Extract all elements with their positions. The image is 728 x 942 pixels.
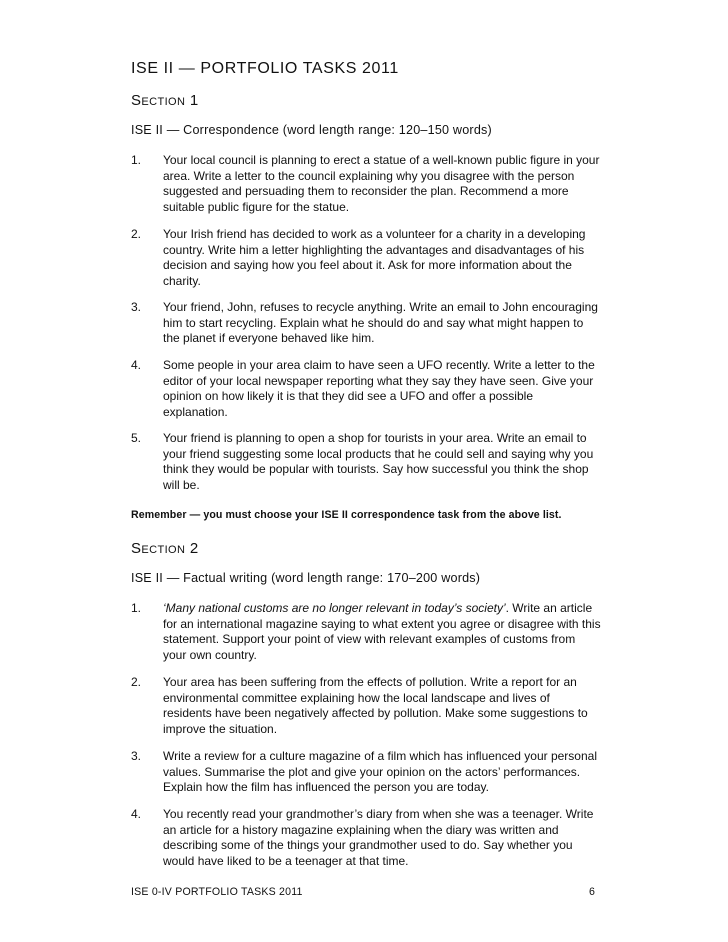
document-title: ISE II — PORTFOLIO TASKS 2011 [131,60,399,77]
item-number: 1. [131,601,142,615]
item-text: You recently read your grandmother’s diary from when she was a teenager. Write an article for a history magazine explaining when the diary was written and describing some of the things your grandmother used to do. Say whether you would have liked to be a teenager at that time. [163,807,594,868]
item-number: 4. [131,807,142,821]
section-2-task-heading: ISE II — Factual writing (word length range: 170–200 words) [131,571,481,585]
item-number: 4. [131,358,142,372]
item-text: Some people in your area claim to have seen a UFO recently. Write a letter to the editor of your local newspaper reporting what they say they have seen. Give your opinion on how likely it is that they did see a UFO and offer a possible explanation. [163,358,595,419]
item-number: 5. [131,431,142,445]
item-text: Your friend is planning to open a shop for tourists in your area. Write an email to your friend suggesting some local products that he could sell and saying why you think they would be popular with tourists. Say how successful you think the shop will be. [163,431,594,492]
item-number: 3. [131,749,142,763]
item-text: Write a review for a culture magazine of a film which has influenced your personal values. Summarise the plot and give your opinion on the actors’ performances. Explain how the film has influenced the person you are today. [163,749,597,795]
item-number: 1. [131,153,142,167]
page-number: 6 [589,886,595,898]
item-text: Your friend, John, refuses to recycle anything. Write an email to John encouraging him to start recycling. Explain what he should do and say what might happen to the planet if everyone behaved like him. [163,300,598,346]
item-number: 3. [131,300,142,314]
section-1-heading: Section 1 [131,92,199,109]
section-2-heading: Section 2 [131,540,199,557]
footer-title: ISE 0-IV PORTFOLIO TASKS 2011 [131,886,303,898]
item-number: 2. [131,675,142,689]
item-text [163,601,601,663]
item-text-rest: . Write an article for an international magazine saying to what extent you agree or disagree with this statement. Support your point of view with relevant examples of customs from your own country. [163,601,601,662]
item-number: 2. [131,227,142,241]
quoted-statement: ‘Many national customs are no longer relevant in today’s society’ [163,601,506,615]
item-text: Your area has been suffering from the effects of pollution. Write a report for an environmental committee explaining how the local landscape and lives of residents have been negatively affected by pollution. Make some suggestions to improve the situation. [163,675,588,736]
section-1-task-heading: ISE II — Correspondence (word length range: 120–150 words) [131,123,492,137]
item-text: Your Irish friend has decided to work as a volunteer for a charity in a developing country. Write him a letter highlighting the advantages and disadvantages of his decision and saying how you feel about it. Ask for more information about the charity. [163,227,586,288]
item-text: Your local council is planning to erect a statue of a well-known public figure in your area. Write a letter to the council explaining why you disagree with the person suggested and persuading them to reconsider the plan. Recommend a more suitable public figure for the statue. [163,153,600,214]
reminder-note: Remember — you must choose your ISE II correspondence task from the above list. [131,509,562,521]
